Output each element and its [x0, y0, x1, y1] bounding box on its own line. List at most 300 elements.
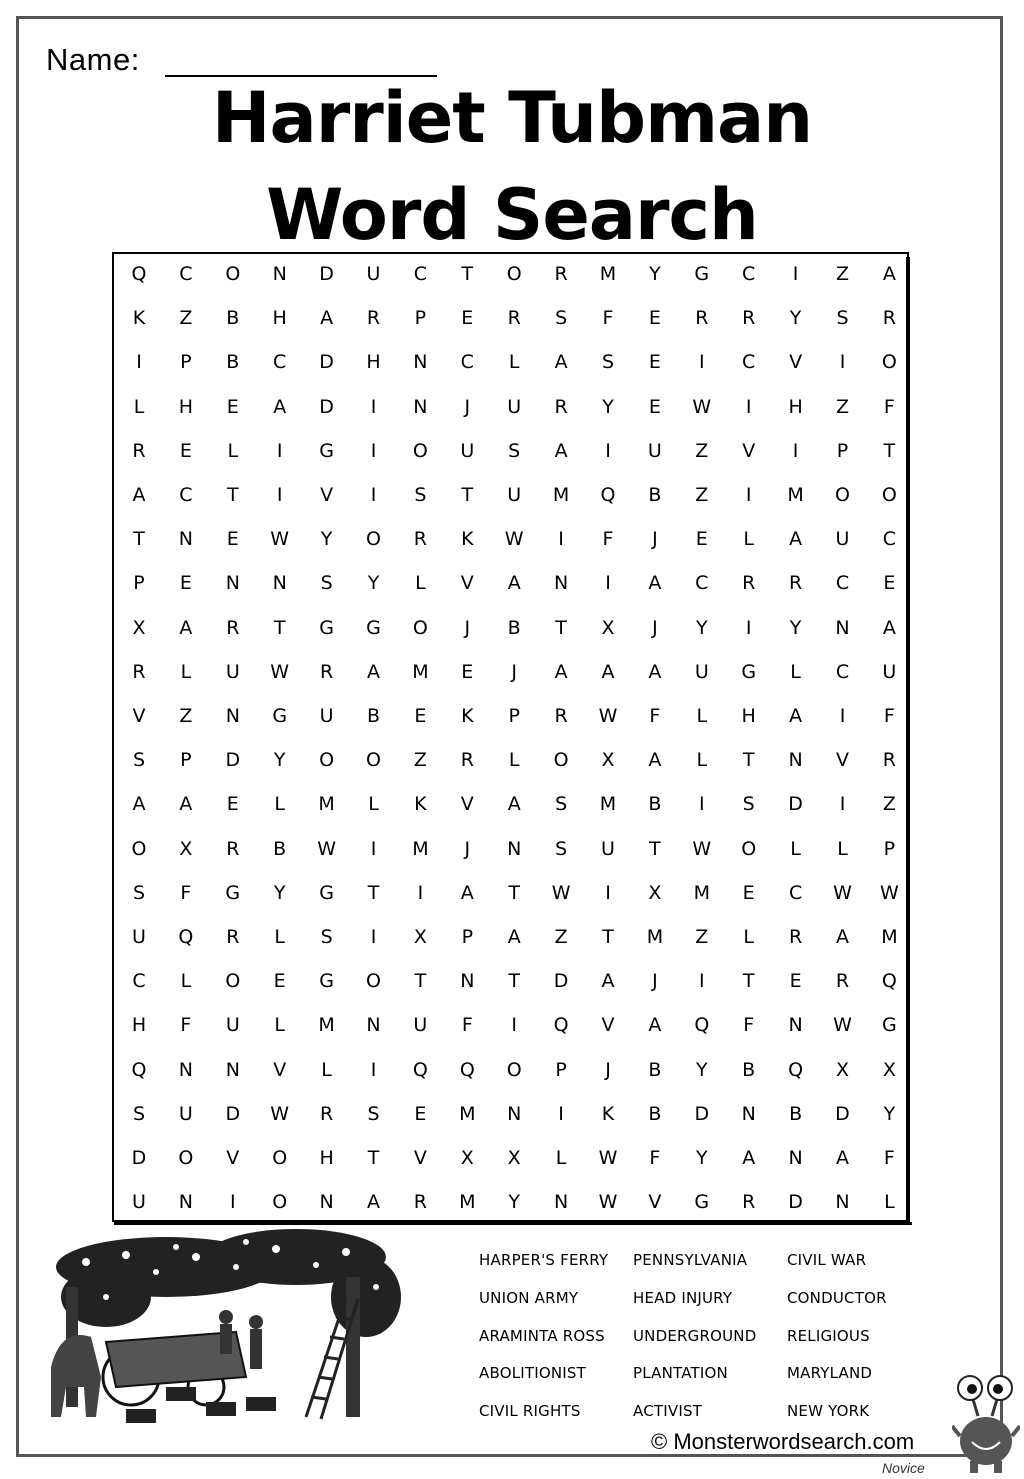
grid-letter[interactable]: Z: [554, 926, 568, 948]
grid-letter[interactable]: I: [370, 484, 377, 506]
grid-letter[interactable]: C: [179, 263, 193, 285]
grid-letter[interactable]: E: [648, 307, 661, 330]
grid-letter[interactable]: A: [179, 793, 193, 816]
grid-letter[interactable]: V: [320, 484, 334, 506]
grid-letter[interactable]: W: [833, 1014, 852, 1037]
grid-letter[interactable]: U: [225, 660, 240, 683]
grid-letter[interactable]: M: [693, 881, 710, 904]
grid-letter[interactable]: A: [554, 660, 568, 683]
grid-letter[interactable]: R: [226, 837, 240, 860]
grid-letter[interactable]: T: [742, 749, 755, 772]
grid-letter[interactable]: T: [602, 926, 614, 948]
grid-letter[interactable]: I: [370, 1058, 377, 1081]
grid-letter[interactable]: E: [226, 528, 239, 551]
grid-letter[interactable]: F: [883, 395, 895, 418]
grid-letter[interactable]: E: [461, 307, 474, 330]
grid-letter[interactable]: V: [460, 572, 474, 595]
grid-letter[interactable]: U: [835, 528, 850, 551]
grid-letter[interactable]: A: [601, 660, 615, 683]
grid-letter[interactable]: F: [602, 528, 614, 551]
grid-letter[interactable]: F: [743, 1014, 755, 1037]
grid-letter[interactable]: U: [694, 660, 709, 683]
grid-letter[interactable]: C: [835, 572, 850, 595]
grid-letter[interactable]: O: [366, 528, 381, 551]
grid-letter[interactable]: Q: [459, 1058, 475, 1081]
grid-letter[interactable]: R: [226, 926, 240, 948]
grid-letter[interactable]: Z: [695, 926, 709, 948]
grid-letter[interactable]: K: [601, 1102, 615, 1125]
grid-letter[interactable]: J: [464, 395, 471, 418]
grid-letter[interactable]: G: [225, 881, 241, 904]
grid-letter[interactable]: Z: [695, 439, 709, 462]
grid-letter[interactable]: O: [412, 616, 428, 639]
grid-letter[interactable]: A: [742, 1147, 756, 1169]
grid-letter[interactable]: N: [319, 1191, 334, 1214]
grid-letter[interactable]: M: [787, 484, 804, 506]
grid-letter[interactable]: A: [507, 793, 521, 816]
grid-letter[interactable]: I: [792, 263, 799, 285]
grid-letter[interactable]: F: [602, 307, 614, 330]
grid-letter[interactable]: R: [788, 926, 803, 948]
grid-letter[interactable]: N: [413, 351, 428, 374]
grid-letter[interactable]: I: [370, 395, 377, 418]
grid-letter[interactable]: Q: [131, 1058, 147, 1081]
grid-letter[interactable]: N: [788, 749, 803, 772]
grid-letter[interactable]: L: [321, 1058, 332, 1081]
grid-letter[interactable]: R: [554, 705, 568, 727]
grid-letter[interactable]: R: [319, 1102, 334, 1125]
grid-letter[interactable]: I: [745, 484, 752, 506]
grid-letter[interactable]: I: [558, 528, 564, 551]
grid-letter[interactable]: R: [742, 1191, 756, 1214]
grid-letter[interactable]: S: [555, 793, 568, 816]
grid-letter[interactable]: H: [741, 705, 756, 727]
grid-letter[interactable]: O: [881, 351, 897, 374]
grid-letter[interactable]: G: [319, 439, 334, 462]
grid-letter[interactable]: F: [461, 1014, 473, 1037]
grid-letter[interactable]: Q: [553, 1014, 569, 1037]
grid-letter[interactable]: N: [741, 1102, 756, 1125]
grid-letter[interactable]: B: [226, 351, 240, 374]
grid-letter[interactable]: M: [881, 926, 898, 948]
grid-letter[interactable]: L: [180, 970, 192, 993]
grid-letter[interactable]: S: [414, 484, 427, 506]
grid-letter[interactable]: Q: [178, 926, 194, 948]
grid-letter[interactable]: W: [692, 837, 712, 860]
grid-letter[interactable]: C: [835, 660, 850, 683]
grid-letter[interactable]: G: [366, 616, 381, 639]
grid-letter[interactable]: L: [368, 793, 379, 816]
grid-letter[interactable]: R: [882, 749, 896, 772]
grid-letter[interactable]: X: [601, 749, 615, 772]
grid-letter[interactable]: A: [460, 881, 474, 904]
grid-letter[interactable]: T: [742, 970, 755, 993]
grid-letter[interactable]: L: [743, 926, 754, 948]
grid-letter[interactable]: Z: [882, 793, 896, 816]
grid-letter[interactable]: P: [180, 351, 192, 374]
grid-letter[interactable]: A: [179, 616, 193, 639]
grid-letter[interactable]: E: [648, 395, 661, 418]
grid-letter[interactable]: D: [788, 1191, 803, 1214]
grid-letter[interactable]: V: [226, 1147, 240, 1169]
grid-letter[interactable]: L: [415, 572, 426, 595]
grid-letter[interactable]: L: [696, 749, 708, 772]
grid-letter[interactable]: C: [882, 528, 897, 551]
grid-letter[interactable]: O: [319, 749, 335, 772]
grid-letter[interactable]: Y: [273, 749, 286, 772]
grid-letter[interactable]: D: [553, 970, 569, 993]
grid-letter[interactable]: S: [132, 1102, 146, 1125]
grid-letter[interactable]: S: [132, 881, 146, 904]
grid-letter[interactable]: W: [598, 1191, 618, 1214]
grid-letter[interactable]: F: [180, 1014, 192, 1037]
grid-letter[interactable]: Z: [835, 395, 850, 418]
grid-letter[interactable]: L: [508, 351, 520, 374]
grid-letter[interactable]: S: [555, 837, 568, 860]
grid-letter[interactable]: Y: [695, 1058, 708, 1081]
grid-letter[interactable]: I: [417, 881, 424, 904]
grid-letter[interactable]: H: [131, 1014, 147, 1037]
grid-letter[interactable]: X: [601, 616, 615, 639]
grid-letter[interactable]: I: [698, 793, 705, 816]
grid-letter[interactable]: L: [555, 1147, 567, 1169]
grid-letter[interactable]: N: [413, 395, 428, 418]
grid-letter[interactable]: A: [836, 1147, 849, 1169]
grid-letter[interactable]: L: [274, 793, 285, 816]
grid-letter[interactable]: D: [694, 1102, 710, 1125]
grid-letter[interactable]: O: [178, 1147, 194, 1169]
grid-letter[interactable]: C: [179, 484, 193, 506]
grid-letter[interactable]: O: [272, 1191, 288, 1214]
grid-letter[interactable]: N: [225, 1058, 240, 1081]
grid-letter[interactable]: E: [414, 1102, 427, 1125]
grid-letter[interactable]: G: [694, 1191, 710, 1214]
grid-letter[interactable]: Y: [789, 616, 802, 639]
grid-letter[interactable]: R: [554, 263, 568, 285]
grid-letter[interactable]: G: [882, 1014, 897, 1037]
grid-letter[interactable]: A: [882, 616, 896, 639]
grid-letter[interactable]: I: [839, 705, 846, 727]
grid-letter[interactable]: R: [132, 439, 146, 462]
grid-letter[interactable]: C: [132, 970, 146, 993]
grid-letter[interactable]: I: [370, 439, 377, 462]
grid-letter[interactable]: O: [225, 970, 241, 993]
grid-letter[interactable]: Y: [695, 1147, 708, 1169]
grid-letter[interactable]: W: [317, 837, 336, 860]
grid-letter[interactable]: R: [507, 307, 521, 330]
grid-letter[interactable]: J: [511, 660, 517, 683]
grid-letter[interactable]: Y: [320, 528, 333, 551]
grid-letter[interactable]: I: [511, 1014, 517, 1037]
grid-letter[interactable]: Q: [788, 1058, 804, 1081]
grid-letter[interactable]: I: [370, 926, 377, 948]
grid-letter[interactable]: S: [836, 307, 849, 330]
grid-letter[interactable]: R: [695, 307, 709, 330]
grid-letter[interactable]: A: [648, 572, 662, 595]
grid-letter[interactable]: I: [276, 439, 283, 462]
grid-letter[interactable]: I: [605, 881, 611, 904]
grid-letter[interactable]: I: [370, 837, 377, 860]
grid-letter[interactable]: T: [883, 439, 896, 462]
grid-letter[interactable]: V: [460, 793, 474, 816]
grid-letter[interactable]: I: [229, 1191, 236, 1214]
grid-letter[interactable]: I: [792, 439, 799, 462]
grid-letter[interactable]: E: [789, 970, 802, 993]
grid-letter[interactable]: B: [648, 1058, 662, 1081]
grid-letter[interactable]: A: [507, 572, 521, 595]
grid-letter[interactable]: V: [413, 1147, 427, 1169]
grid-letter[interactable]: W: [598, 1147, 618, 1169]
grid-letter[interactable]: L: [227, 439, 239, 462]
grid-letter[interactable]: U: [882, 660, 897, 683]
grid-letter[interactable]: U: [366, 263, 381, 285]
grid-letter[interactable]: U: [507, 484, 522, 506]
grid-letter[interactable]: A: [648, 749, 662, 772]
grid-letter[interactable]: T: [367, 881, 380, 904]
grid-letter[interactable]: L: [696, 705, 708, 727]
grid-letter[interactable]: X: [413, 926, 427, 948]
grid-letter[interactable]: T: [226, 484, 239, 506]
grid-letter[interactable]: A: [367, 1191, 380, 1214]
grid-letter[interactable]: E: [414, 705, 427, 727]
grid-letter[interactable]: I: [745, 616, 752, 639]
grid-letter[interactable]: S: [132, 749, 146, 772]
grid-letter[interactable]: Z: [695, 484, 709, 506]
grid-letter[interactable]: C: [788, 881, 803, 904]
grid-letter[interactable]: N: [272, 263, 287, 285]
grid-letter[interactable]: Z: [179, 307, 193, 330]
grid-letter[interactable]: I: [839, 793, 846, 816]
grid-letter[interactable]: J: [605, 1058, 611, 1081]
grid-letter[interactable]: N: [225, 705, 240, 727]
grid-letter[interactable]: C: [742, 263, 756, 285]
grid-letter[interactable]: M: [412, 660, 429, 683]
grid-letter[interactable]: Y: [273, 881, 286, 904]
grid-letter[interactable]: U: [178, 1102, 193, 1125]
grid-letter[interactable]: I: [558, 1102, 564, 1125]
grid-letter[interactable]: E: [883, 572, 896, 595]
grid-letter[interactable]: M: [318, 1014, 335, 1037]
grid-letter[interactable]: R: [132, 660, 146, 683]
grid-letter[interactable]: B: [648, 793, 662, 816]
grid-letter[interactable]: Y: [789, 307, 802, 330]
grid-letter[interactable]: B: [789, 1102, 803, 1125]
grid-letter[interactable]: O: [881, 484, 897, 506]
grid-letter[interactable]: B: [273, 837, 287, 860]
grid-letter[interactable]: C: [742, 351, 756, 374]
grid-letter[interactable]: T: [367, 1147, 380, 1169]
grid-letter[interactable]: X: [648, 881, 662, 904]
grid-letter[interactable]: Q: [412, 1058, 428, 1081]
grid-letter[interactable]: D: [835, 1102, 850, 1125]
grid-letter[interactable]: T: [133, 528, 145, 551]
grid-letter[interactable]: I: [136, 351, 142, 374]
grid-letter[interactable]: S: [508, 439, 521, 462]
grid-letter[interactable]: N: [366, 1014, 381, 1037]
grid-letter[interactable]: A: [789, 705, 803, 727]
grid-letter[interactable]: L: [274, 1014, 285, 1037]
grid-letter[interactable]: P: [180, 749, 192, 772]
grid-letter[interactable]: E: [742, 881, 755, 904]
grid-letter[interactable]: U: [319, 705, 334, 727]
grid-letter[interactable]: E: [648, 351, 661, 374]
grid-letter[interactable]: O: [553, 749, 569, 772]
grid-letter[interactable]: W: [598, 705, 618, 727]
grid-letter[interactable]: E: [179, 439, 192, 462]
grid-letter[interactable]: R: [835, 970, 850, 993]
grid-letter[interactable]: U: [601, 837, 615, 860]
grid-letter[interactable]: R: [788, 572, 803, 595]
grid-letter[interactable]: F: [180, 881, 192, 904]
grid-letter[interactable]: O: [412, 439, 428, 462]
grid-letter[interactable]: Q: [600, 484, 616, 506]
grid-letter[interactable]: H: [178, 395, 194, 418]
grid-letter[interactable]: U: [413, 1014, 428, 1037]
grid-letter[interactable]: I: [605, 572, 611, 595]
grid-letter[interactable]: U: [647, 439, 662, 462]
grid-letter[interactable]: Y: [695, 616, 708, 639]
grid-letter[interactable]: N: [225, 572, 240, 595]
grid-letter[interactable]: U: [132, 1191, 146, 1214]
grid-letter[interactable]: I: [839, 351, 846, 374]
grid-letter[interactable]: A: [507, 926, 521, 948]
grid-letter[interactable]: W: [551, 881, 571, 904]
grid-letter[interactable]: M: [459, 1191, 476, 1214]
grid-letter[interactable]: X: [507, 1147, 521, 1169]
grid-letter[interactable]: A: [132, 793, 146, 816]
grid-letter[interactable]: N: [507, 1102, 522, 1125]
grid-letter[interactable]: N: [272, 572, 287, 595]
grid-letter[interactable]: P: [133, 572, 145, 595]
grid-letter[interactable]: A: [554, 351, 568, 374]
grid-letter[interactable]: X: [179, 837, 193, 860]
grid-letter[interactable]: T: [649, 837, 661, 860]
grid-letter[interactable]: C: [695, 572, 709, 595]
grid-letter[interactable]: L: [790, 660, 801, 683]
grid-letter[interactable]: D: [319, 351, 334, 374]
grid-letter[interactable]: L: [790, 837, 801, 860]
grid-letter[interactable]: V: [789, 351, 803, 374]
grid-letter[interactable]: D: [225, 749, 241, 772]
grid-letter[interactable]: G: [319, 970, 334, 993]
grid-letter[interactable]: N: [178, 528, 193, 551]
grid-letter[interactable]: M: [552, 484, 570, 506]
grid-letter[interactable]: I: [605, 439, 611, 462]
grid-letter[interactable]: W: [270, 1102, 290, 1125]
grid-letter[interactable]: B: [226, 307, 240, 330]
grid-letter[interactable]: O: [741, 837, 757, 860]
grid-letter[interactable]: A: [367, 660, 380, 683]
grid-letter[interactable]: O: [272, 1147, 288, 1169]
grid-letter[interactable]: Z: [179, 705, 193, 727]
grid-letter[interactable]: E: [179, 572, 192, 595]
grid-letter[interactable]: R: [319, 660, 334, 683]
grid-letter[interactable]: M: [599, 793, 617, 816]
grid-letter[interactable]: P: [414, 307, 427, 330]
grid-letter[interactable]: R: [554, 395, 568, 418]
grid-letter[interactable]: A: [132, 484, 146, 506]
grid-letter[interactable]: V: [648, 1191, 662, 1214]
grid-letter[interactable]: U: [225, 1014, 240, 1037]
grid-letter[interactable]: G: [741, 660, 757, 683]
grid-letter[interactable]: R: [742, 572, 756, 595]
grid-letter[interactable]: N: [553, 1191, 569, 1214]
grid-letter[interactable]: E: [226, 395, 239, 418]
grid-letter[interactable]: H: [788, 395, 803, 418]
grid-letter[interactable]: I: [698, 351, 705, 374]
grid-letter[interactable]: A: [789, 528, 803, 551]
grid-letter[interactable]: W: [270, 528, 290, 551]
grid-letter[interactable]: M: [646, 926, 664, 948]
grid-letter[interactable]: R: [413, 1191, 427, 1214]
grid-letter[interactable]: O: [131, 837, 147, 860]
grid-letter[interactable]: F: [649, 705, 661, 727]
grid-letter[interactable]: L: [884, 1191, 895, 1214]
grid-letter[interactable]: M: [599, 263, 617, 285]
grid-letter[interactable]: Z: [413, 749, 427, 772]
grid-letter[interactable]: A: [648, 1014, 662, 1037]
grid-letter[interactable]: Y: [367, 572, 380, 595]
grid-letter[interactable]: Y: [649, 263, 661, 285]
grid-letter[interactable]: X: [835, 1058, 850, 1081]
grid-letter[interactable]: D: [788, 793, 803, 816]
grid-letter[interactable]: O: [506, 1058, 522, 1081]
grid-letter[interactable]: Z: [835, 263, 850, 285]
grid-letter[interactable]: V: [132, 705, 146, 727]
grid-letter[interactable]: A: [601, 970, 615, 993]
grid-letter[interactable]: R: [742, 307, 756, 330]
grid-letter[interactable]: F: [649, 1147, 661, 1169]
grid-letter[interactable]: N: [788, 1014, 803, 1037]
grid-letter[interactable]: I: [276, 484, 283, 506]
grid-letter[interactable]: H: [366, 351, 381, 374]
grid-letter[interactable]: O: [366, 970, 381, 993]
grid-letter[interactable]: G: [694, 263, 710, 285]
grid-letter[interactable]: B: [648, 1102, 662, 1125]
grid-letter[interactable]: P: [461, 926, 474, 948]
grid-letter[interactable]: A: [320, 307, 334, 330]
grid-letter[interactable]: O: [366, 749, 381, 772]
grid-letter[interactable]: E: [273, 970, 286, 993]
grid-letter[interactable]: H: [272, 307, 287, 330]
grid-letter[interactable]: Y: [602, 395, 614, 418]
grid-letter[interactable]: L: [743, 528, 754, 551]
grid-letter[interactable]: K: [414, 793, 427, 816]
grid-letter[interactable]: F: [883, 1147, 895, 1169]
grid-letter[interactable]: J: [652, 970, 658, 993]
grid-letter[interactable]: O: [835, 484, 850, 506]
grid-letter[interactable]: E: [695, 528, 708, 551]
grid-letter[interactable]: R: [226, 616, 240, 639]
grid-letter[interactable]: G: [272, 705, 288, 727]
grid-letter[interactable]: T: [461, 263, 474, 285]
grid-letter[interactable]: S: [367, 1102, 380, 1125]
grid-letter[interactable]: M: [459, 1102, 476, 1125]
grid-letter[interactable]: Y: [883, 1102, 896, 1125]
grid-letter[interactable]: R: [882, 307, 896, 330]
grid-letter[interactable]: S: [320, 926, 333, 948]
grid-letter[interactable]: N: [788, 1147, 803, 1169]
grid-letter[interactable]: V: [742, 439, 756, 462]
grid-letter[interactable]: S: [601, 351, 615, 374]
grid-letter[interactable]: D: [131, 1147, 147, 1169]
grid-letter[interactable]: M: [412, 837, 429, 860]
grid-letter[interactable]: A: [273, 395, 287, 418]
grid-letter[interactable]: P: [836, 439, 849, 462]
grid-letter[interactable]: R: [460, 749, 474, 772]
grid-letter[interactable]: P: [555, 1058, 567, 1081]
grid-letter[interactable]: K: [132, 307, 146, 330]
